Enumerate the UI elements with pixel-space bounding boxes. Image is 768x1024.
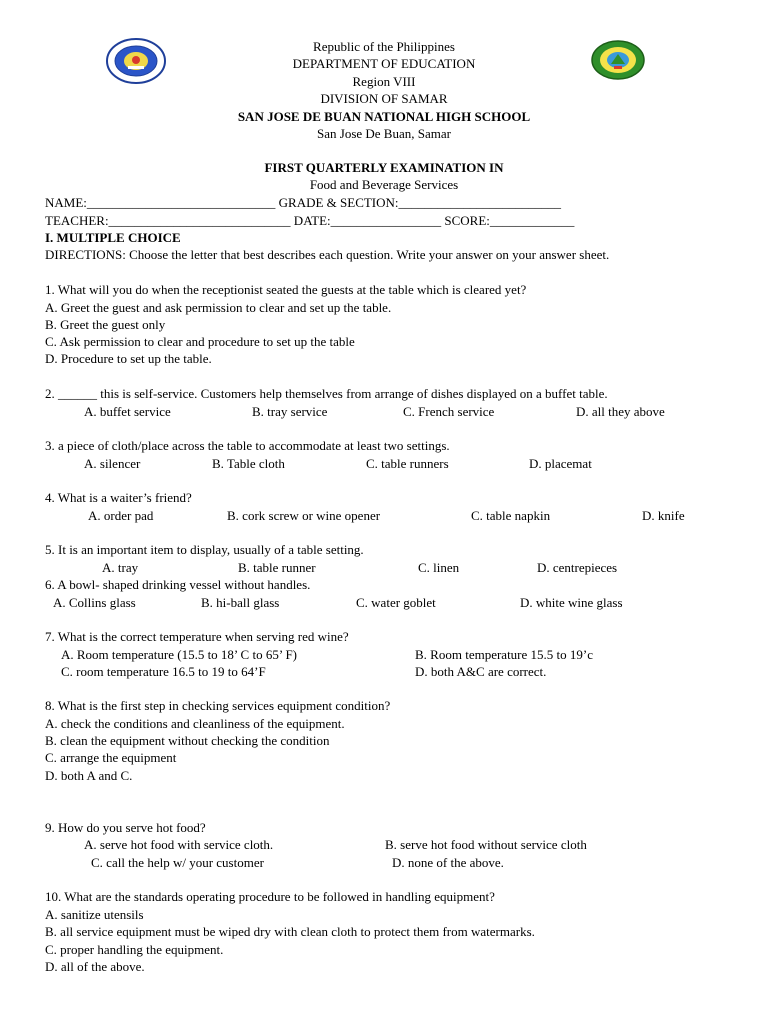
question-2: 2. ______ this is self-service. Customers help themselves from arrange of dishes displayed on a buffet table. — [45, 386, 608, 401]
question-10: 10. What are the standards operating procedure to be followed in handling equipment? — [45, 889, 495, 904]
q7-option-a: A. Room temperature (15.5 to 18’ C to 65’ F) — [61, 647, 298, 662]
q8-option-d: D. both A and C. — [45, 768, 133, 783]
q7-option-c: C. room temperature 16.5 to 19 to 64’F — [61, 664, 266, 679]
q10-option-a: A. sanitize utensils — [45, 907, 144, 922]
q9-option-d: D. none of the above. — [392, 855, 504, 870]
q10-option-c: C. proper handling the equipment. — [45, 942, 224, 957]
q6-option-d: D. white wine glass — [520, 595, 623, 610]
region-line: Region VIII — [352, 73, 416, 89]
school-address: San Jose De Buan, Samar — [317, 126, 451, 142]
q2-option-b: B. tray service — [252, 404, 328, 419]
q3-option-b: B. Table cloth — [212, 456, 285, 471]
division-line: DIVISION OF SAMAR — [320, 91, 448, 107]
section-title: I. MULTIPLE CHOICE — [45, 230, 181, 245]
q6-option-b: B. hi-ball glass — [201, 595, 280, 610]
directions: DIRECTIONS: Choose the letter that best describes each question. Write your answer on your answer sheet. — [45, 247, 610, 262]
q8-option-c: C. arrange the equipment — [45, 750, 177, 765]
q3-option-a: A. silencer — [84, 456, 141, 471]
q3-option-d: D. placemat — [529, 456, 592, 471]
teacher-date-score-field[interactable]: TEACHER:____________________________ DATE:_________________ SCORE:_____________ — [45, 213, 575, 228]
question-5: 5. It is an important item to display, usually of a table setting. — [45, 542, 364, 557]
q4-option-b: B. cork screw or wine opener — [227, 508, 381, 523]
question-6: 6. A bowl- shaped drinking vessel without handles. — [45, 577, 311, 592]
school-header — [0, 38, 768, 142]
republic-line: Republic of the Philippines — [313, 39, 455, 54]
q2-option-d: D. all they above — [576, 404, 665, 419]
q10-option-b: B. all service equipment must be wiped dry with clean cloth to protect them from watermarks. — [45, 924, 535, 939]
q9-option-b: B. serve hot food without service cloth — [385, 837, 587, 852]
q7-option-b: B. Room temperature 15.5 to 19’c — [415, 647, 593, 662]
q9-option-a: A. serve hot food with service cloth. — [84, 837, 274, 852]
q9-option-c: C. call the help w/ your customer — [91, 855, 264, 870]
question-4: 4. What is a waiter’s friend? — [45, 490, 192, 505]
q1-option-b: B. Greet the guest only — [45, 317, 166, 332]
q8-option-a: A. check the conditions and cleanliness of the equipment. — [45, 716, 345, 731]
q5-option-a: A. tray — [102, 560, 139, 575]
q1-option-c: C. Ask permission to clear and procedure to set up the table — [45, 334, 355, 349]
q7-option-d: D. both A&C are correct. — [415, 664, 547, 679]
q2-option-a: A. buffet service — [84, 404, 171, 419]
q10-option-d: D. all of the above. — [45, 959, 145, 974]
q1-option-d: D. Procedure to set up the table. — [45, 351, 212, 366]
q5-option-d: D. centrepieces — [537, 560, 618, 575]
q3-option-c: C. table runners — [366, 456, 449, 471]
q4-option-c: C. table napkin — [471, 508, 551, 523]
q6-option-a: A. Collins glass — [53, 595, 136, 610]
school-name: SAN JOSE DE BUAN NATIONAL HIGH SCHOOL — [237, 108, 531, 124]
q2-option-c: C. French service — [403, 404, 495, 419]
question-1: 1. What will you do when the receptionist seated the guests at the table which is cleared yet? — [45, 282, 527, 297]
question-7: 7. What is the correct temperature when serving red wine? — [45, 629, 349, 644]
exam-subject: Food and Beverage Services — [309, 177, 459, 193]
question-3: 3. a piece of cloth/place across the table to accommodate at least two settings. — [45, 438, 450, 453]
q4-option-d: D. knife — [642, 508, 685, 523]
department-line: DEPARTMENT OF EDUCATION — [292, 56, 476, 72]
q5-option-c: C. linen — [418, 560, 460, 575]
exam-title: FIRST QUARTERLY EXAMINATION IN — [264, 160, 504, 175]
question-9: 9. How do you serve hot food? — [45, 820, 206, 835]
q1-option-a: A. Greet the guest and ask permission to clear and set up the table. — [45, 300, 392, 315]
name-grade-field[interactable]: NAME:_____________________________ GRADE & SECTION:_________________________ — [45, 195, 562, 210]
question-8: 8. What is the first step in checking services equipment condition? — [45, 698, 391, 713]
q4-option-a: A. order pad — [88, 508, 154, 523]
q5-option-b: B. table runner — [238, 560, 316, 575]
exam-title-block — [0, 159, 768, 194]
q6-option-c: C. water goblet — [356, 595, 436, 610]
q8-option-b: B. clean the equipment without checking the condition — [45, 733, 330, 748]
